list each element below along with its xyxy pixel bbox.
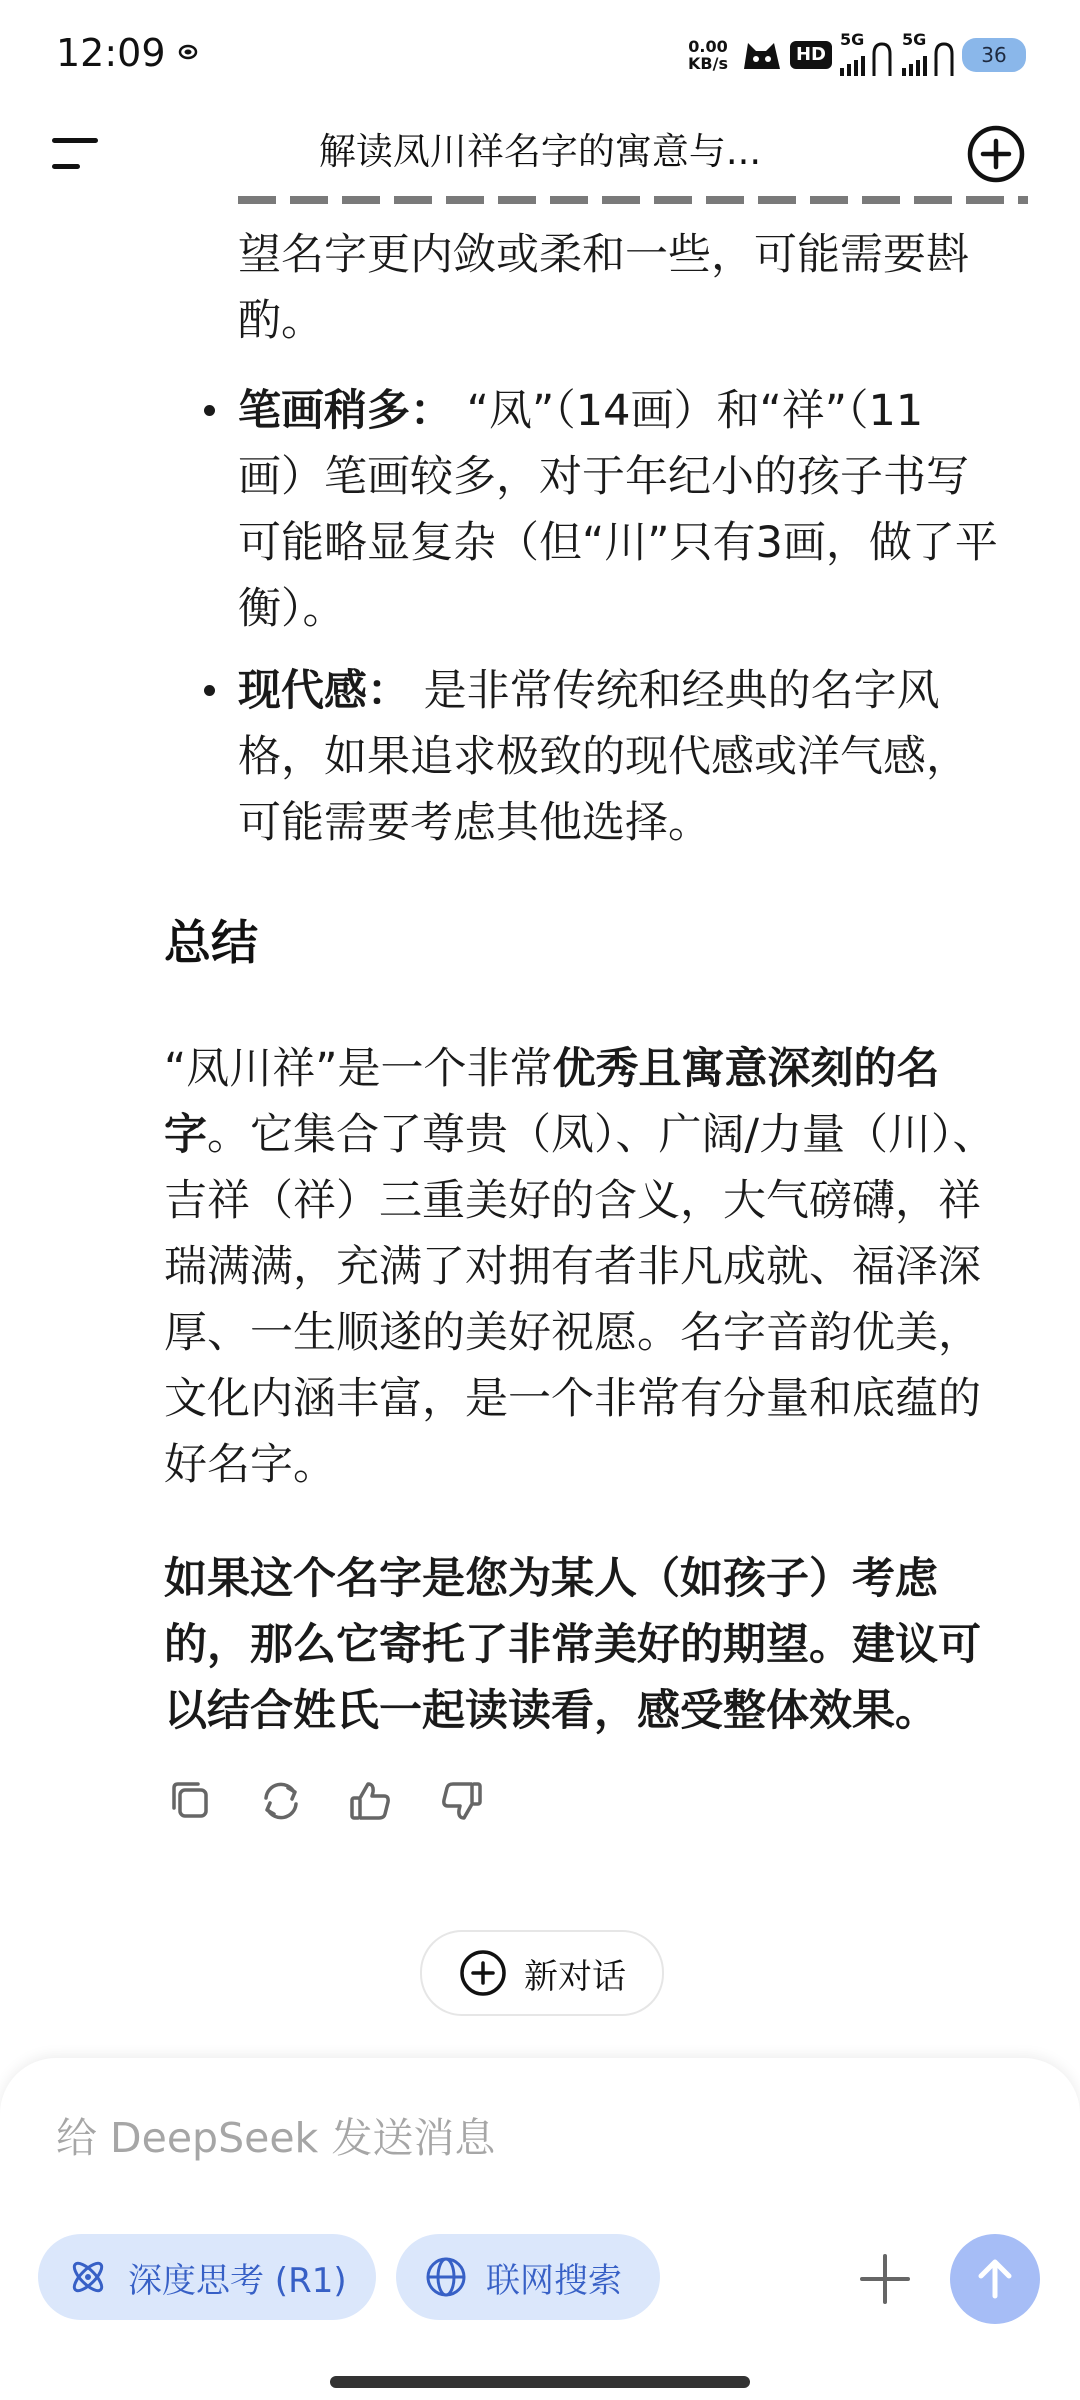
text-span-bold: 优秀且寓意深刻的名 xyxy=(552,1044,940,1094)
text-line: 厚、一生顺遂的美好祝愿。名字音韵优美， xyxy=(164,1308,981,1358)
atom-icon xyxy=(66,2255,110,2299)
notification-icon xyxy=(178,42,198,62)
bullet-label: 笔画稍多： xyxy=(238,386,453,436)
attach-plus-icon[interactable] xyxy=(858,2252,912,2306)
bullet-text: 是非常传统和经典的名字风 xyxy=(423,666,940,716)
text-line: 文化内涵丰富，是一个非常有分量和底蕴的 xyxy=(164,1374,981,1424)
network-speed-unit: KB/s xyxy=(688,54,728,73)
signal-2-label: 5G xyxy=(902,30,927,49)
signal-1 xyxy=(838,32,894,78)
clipped-text-line xyxy=(238,196,1028,204)
message-composer xyxy=(0,2058,1080,2400)
text-line: 望名字更内敛或柔和一些，可能需要斟 xyxy=(238,230,969,280)
text-line: 的，那么它寄托了非常美好的期望。建议可 xyxy=(164,1620,981,1670)
plus-circle-icon[interactable] xyxy=(966,124,1026,184)
thumbs-up-icon[interactable] xyxy=(344,1774,398,1828)
bullet-continuation xyxy=(238,222,1048,354)
bullet-text: “凤”（14画）和“祥”（11 xyxy=(466,386,924,436)
message-input[interactable]: 给 DeepSeek 发送消息 xyxy=(56,2114,496,2162)
status-time: 12:09 xyxy=(56,31,166,75)
send-button[interactable] xyxy=(950,2234,1040,2324)
web-search-toggle[interactable] xyxy=(396,2234,660,2320)
arrow-up-icon xyxy=(970,2254,1020,2304)
bullet-modernity xyxy=(238,658,1048,856)
text-line: 吉祥（祥）三重美好的含义，大气磅礴，祥 xyxy=(164,1176,981,1226)
menu-icon[interactable] xyxy=(52,132,104,176)
text-line: 以结合姓氏一起读读看，感受整体效果。 xyxy=(164,1686,938,1736)
signal-2 xyxy=(900,32,956,78)
hd-badge: HD xyxy=(790,41,832,69)
text-line: 瑞满满，充满了对拥有者非凡成就、福泽深 xyxy=(164,1242,981,1292)
regenerate-icon[interactable] xyxy=(254,1774,308,1828)
home-indicator[interactable] xyxy=(330,2376,750,2388)
thumbs-down-icon[interactable] xyxy=(434,1774,488,1828)
new-chat-button[interactable] xyxy=(420,1930,664,2016)
text-span: 。它集合了尊贵（凤）、广阔/力量（川）、 xyxy=(207,1110,996,1160)
text-line xyxy=(238,658,1048,724)
cat-icon xyxy=(740,35,784,75)
text-line: 画）笔画较多，对于年纪小的孩子书写 xyxy=(238,452,969,502)
deep-think-toggle[interactable] xyxy=(38,2234,376,2320)
text-line: 如果这个名字是您为某人（如孩子）考虑 xyxy=(164,1554,938,1604)
app-header xyxy=(0,108,1080,196)
text-line xyxy=(238,378,1048,444)
text-line: 好名字。 xyxy=(164,1440,336,1490)
status-bar xyxy=(0,0,1080,108)
page-title: 解读凤川祥名字的寓意与... xyxy=(318,130,762,173)
bullet-stroke-count xyxy=(238,378,1048,642)
network-speed xyxy=(688,38,728,72)
new-chat-label: 新对话 xyxy=(524,1956,626,1997)
globe-icon xyxy=(424,2255,468,2299)
signal-1-label: 5G xyxy=(840,30,865,49)
web-search-label: 联网搜索 xyxy=(486,2260,622,2301)
copy-icon[interactable] xyxy=(164,1774,218,1828)
text-line: 格，如果追求极致的现代感或洋气感， xyxy=(238,732,969,782)
text-line: 可能需要考虑其他选择。 xyxy=(238,798,711,848)
bullet-dot xyxy=(204,685,215,696)
text-line: 酌。 xyxy=(238,296,324,346)
signal-bars-icon xyxy=(900,32,956,78)
network-speed-value: 0.00 xyxy=(688,37,728,56)
chat-content xyxy=(0,196,1080,1956)
text-span-bold: 字 xyxy=(164,1110,207,1160)
bullet-label: 现代感： xyxy=(238,666,410,716)
text-line: 可能略显复杂（但“川”只有3画，做了平 xyxy=(238,518,998,568)
bullet-dot xyxy=(204,405,215,416)
status-icons xyxy=(688,30,1026,80)
advice-paragraph xyxy=(164,1546,1044,1744)
signal-bars-icon xyxy=(838,32,894,78)
plus-circle-icon xyxy=(458,1948,508,1998)
text-line xyxy=(164,1036,1044,1102)
battery-indicator: 36 xyxy=(962,38,1026,72)
text-span: “凤川祥”是一个非常 xyxy=(164,1044,553,1094)
summary-paragraph xyxy=(164,1036,1044,1498)
section-title: 总结 xyxy=(164,916,258,971)
text-line: 衡）。 xyxy=(238,584,346,634)
text-line xyxy=(164,1102,1044,1168)
deep-think-label: 深度思考 (R1) xyxy=(128,2260,347,2301)
